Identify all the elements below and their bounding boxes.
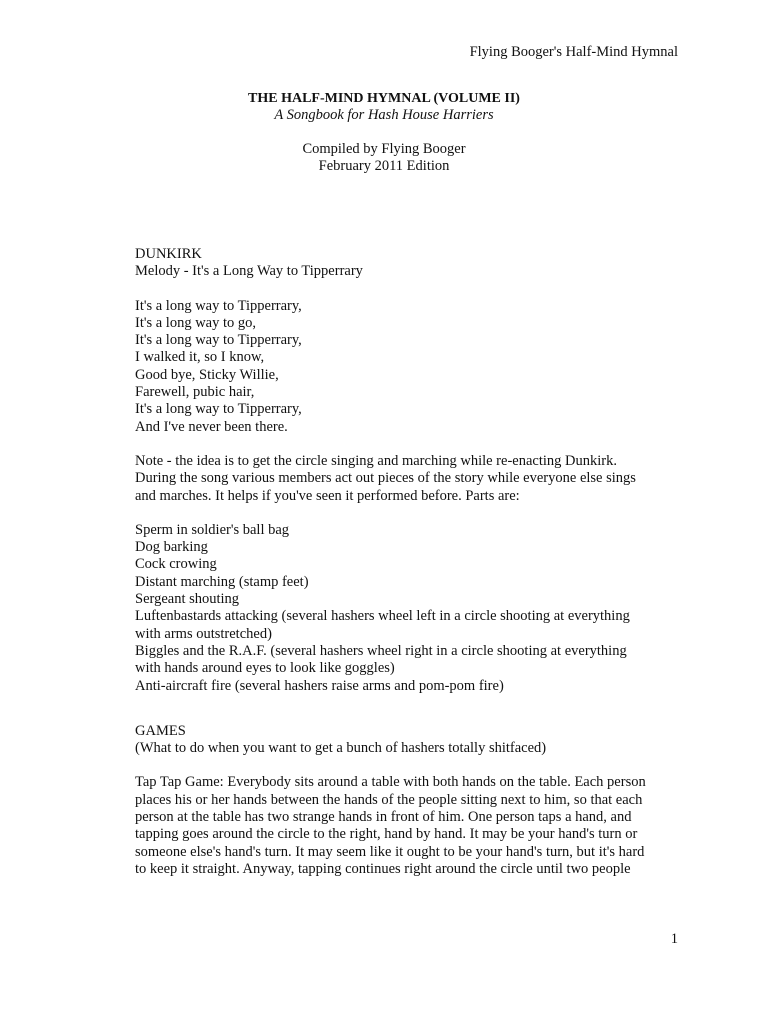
part-line: Sperm in soldier's ball bag [135,521,290,538]
part-line: Cock crowing [135,556,217,573]
song-dunkirk [135,246,675,878]
games-subheading: (What to do when you want to get a bunch of hashers totally shitfaced) [135,740,547,757]
lyric-line: It's a long way to Tipperrary, [135,401,302,418]
part-line: Anti-aircraft fire (several hashers raise arms and pom-pom fire) [135,677,504,694]
game-text-line: to keep it straight. Anyway, tapping continues right around the circle until two people [135,860,631,877]
title-block [0,90,768,175]
part-line: with hands around eyes to look like goggles) [135,660,395,677]
section-heading-games: GAMES [135,722,186,739]
lyric-line: And I've never been there. [135,418,288,435]
running-header: Flying Booger's Half-Mind Hymnal [469,44,678,60]
part-line: with arms outstretched) [135,625,272,642]
note-line: Note - the idea is to get the circle singing and marching while re-enacting Dunkirk. [135,452,617,469]
compiled-by: Compiled by Flying Booger [302,141,466,157]
document-subtitle: A Songbook for Hash House Harriers [274,107,494,123]
game-text-line: someone else's hand's turn. It may seem like it ought to be your hand's turn, but it's hard [135,843,645,860]
game-text-line: person at the table has two strange hands in front of him. One person taps a hand, and [135,809,632,826]
song-melody: Melody - It's a Long Way to Tipperrary [135,263,363,280]
song-heading: DUNKIRK [135,246,202,262]
game-text-line: places his or her hands between the hands of the people sitting next to him, so that each [135,791,643,808]
document-title: THE HALF-MIND HYMNAL (VOLUME II) [248,91,520,106]
part-line: Luftenbastards attacking (several hashers wheel left in a circle shooting at everything [135,608,630,625]
part-line: Dog barking [135,539,208,556]
game-text-line: tapping goes around the circle to the right, hand by hand. It may be your hand's turn or [135,826,638,843]
lyric-line: Farewell, pubic hair, [135,384,255,401]
lyric-line: Good bye, Sticky Willie, [135,366,279,383]
part-line: Distant marching (stamp feet) [135,573,309,590]
part-line: Sergeant shouting [135,591,240,608]
note-line: and marches. It helps if you've seen it performed before. Parts are: [135,487,520,504]
lyric-line: It's a long way to go, [135,314,257,331]
lyric-line: It's a long way to Tipperrary, [135,297,302,314]
page-number: 1 [670,931,678,947]
note-line: During the song various members act out pieces of the story while everyone else sings [135,470,636,487]
edition: February 2011 Edition [318,158,450,174]
part-line: Biggles and the R.A.F. (several hashers wheel right in a circle shooting at everything [135,642,627,659]
lyric-line: It's a long way to Tipperrary, [135,332,302,349]
game-text-line: Tap Tap Game: Everybody sits around a table with both hands on the table. Each person [135,774,646,791]
lyric-line: I walked it, so I know, [135,349,265,366]
